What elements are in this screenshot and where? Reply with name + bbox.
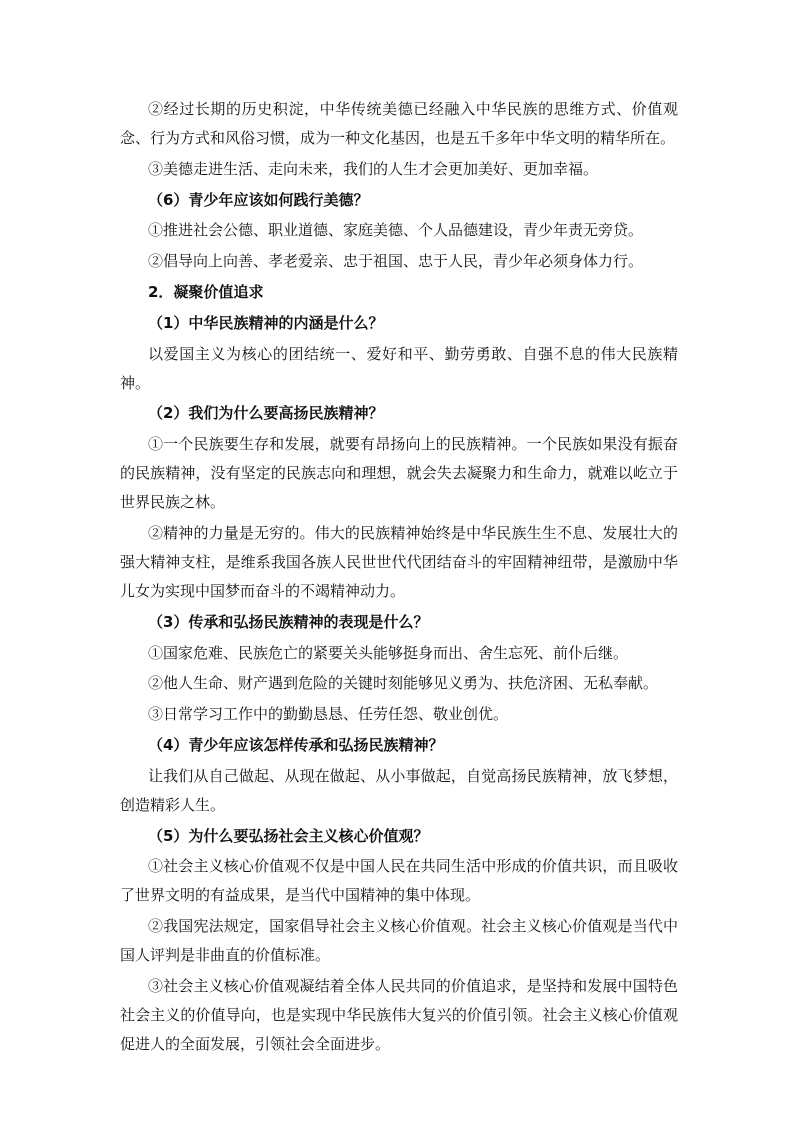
question-heading: （3）传承和弘扬民族精神的表现是什么？	[148, 612, 429, 631]
paragraph: ③社会主义核心价值观凝结着全体人民共同的价值追求，是坚持和发展中国特色社会主义的价值导向，也是实现中华民族伟大复兴的价值引领。社会主义核心价值观促进人的全面发展，引领社会全面进步。	[120, 976, 678, 1053]
paragraph: ①社会主义核心价值观不仅是中国人民在共同生活中形成的价值共识，而且吸收了世界文明的有益成果，是当代中国精神的集中体现。	[120, 857, 678, 905]
paragraph: ①一个民族要生存和发展，就要有昂扬向上的民族精神。一个民族如果没有振奋的民族精神，没有坚定的民族志向和理想，就会失去凝聚力和生命力，就难以屹立于世界民族之林。	[120, 435, 678, 512]
document-body	[120, 95, 678, 1061]
question-heading: （4）青少年应该怎样传承和弘扬民族精神？	[148, 735, 444, 754]
question-heading: （2）我们为什么要高扬民族精神？	[148, 404, 384, 423]
paragraph: ②他人生命、财产遇到危险的关键时刻能够见义勇为、扶危济困、无私奉献。	[148, 674, 659, 693]
question-heading: （5）为什么要弘扬社会主义核心价值观？	[148, 826, 429, 845]
paragraph: ①国家危难、民族危亡的紧要关头能够挺身而出、舍生忘死、前仆后继。	[148, 643, 629, 662]
paragraph: ②经过长期的历史积淀，中华传统美德已经融入中华民族的思维方式、价值观念、行为方式和风俗习惯，成为一种文化基因，也是五千多年中华文明的精华所在。	[120, 100, 678, 147]
question-heading: （1）中华民族精神的内涵是什么？	[148, 313, 384, 332]
paragraph: 让我们从自己做起、从现在做起、从小事做起，自觉高扬民族精神，放飞梦想，创造精彩人生。	[120, 766, 678, 814]
section-heading: 2．凝聚价值追求	[148, 282, 264, 301]
paragraph: 以爱国主义为核心的团结统一、爱好和平、勤劳勇敢、自强不息的伟大民族精神。	[120, 344, 678, 392]
paragraph: ③日常学习工作中的勤勤恳恳、任劳任怨、敬业创优。	[148, 705, 509, 724]
paragraph: ②倡导向上向善、孝老爱亲、忠于祖国、忠于人民，青少年必须身体力行。	[148, 252, 644, 271]
question-heading: （6）青少年应该如何践行美德？	[148, 190, 369, 209]
paragraph: ③美德走进生活、走向未来，我们的人生才会更加美好、更加幸福。	[148, 159, 599, 178]
paragraph: ②精神的力量是无穷的。伟大的民族精神始终是中华民族生生不息、发展壮大的强大精神支柱，是维系我国各族人民世世代代团结奋斗的牢固精神纽带，是激励中华儿女为实现中国梦而奋斗的不竭精神动力。	[120, 523, 678, 600]
paragraph: ①推进社会公德、职业道德、家庭美德、个人品德建设，青少年责无旁贷。	[148, 221, 644, 240]
paragraph: ②我国宪法规定，国家倡导社会主义核心价值观。社会主义核心价值观是当代中国人评判是非曲直的价值标准。	[120, 917, 678, 965]
